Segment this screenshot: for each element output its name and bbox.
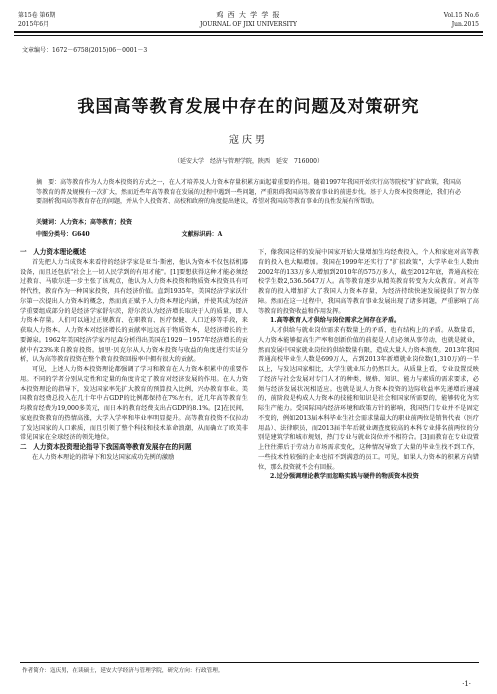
date-label: 2015年6月: [18, 21, 50, 28]
class-number: 中图分类号：G640: [36, 231, 90, 238]
volume-label: Vol.15 No.6: [443, 12, 479, 19]
author-name: 寇庆男: [229, 135, 268, 146]
classification-line: [36, 229, 461, 238]
abstract: 摘 要：高等教育作为人力资本投资的方式之一，在人才培养及人力资本存量积累方面起着重要的作用。随着1997年我国开始实行高等院校"扩招"政策，我国高等教育的普及规模有一次扩大，然而近些年高等教育在发展的过程中遇到一些问题，严重阻碍我国高等教育事业的前进步伐。基于人力资本投资理论，我们有必要剖析我国高等教育存在的问题，并从个人投资者、高校和政府的角度提出建议，希望对我国高等教育事业的良性发展有所帮助。: [36, 179, 461, 206]
header-rule-thin: [14, 35, 483, 36]
header-rule-thick: [14, 31, 483, 33]
journal-name-cn: 鸡 西 大 学 学 报: [216, 11, 281, 19]
body-left-column: [20, 248, 248, 463]
date-en-label: Jun.2015: [451, 21, 479, 28]
article-number: 文章编号：1672－6758(2015)06－0001－3: [22, 47, 148, 54]
section-heading: 二 人力资本投资理论指导下我国高等教育发展存在的问题: [20, 443, 192, 451]
page-number: ·1·: [462, 680, 471, 688]
section-heading: 一 人力资本理论概述: [20, 248, 86, 256]
body-paragraph: 1.高等教育人才供给与岗位需求之间存在矛盾。: [270, 317, 401, 325]
doc-code: 文献标识码：A: [181, 231, 223, 238]
issue-label: 第15卷 第6期: [18, 12, 56, 19]
body-paragraph: 可见，上述人力资本投资理论都强调了学习和教育在人力资本积累中的重要作用。不同的学者分别从定性和定量的角度肯定了教育对经济发展的作用。在人力资本投资理论的指导下，发达国家率先扩大教育的预算投入比例，兴办教育事业。美国教育经费总投入在几十年中占GDP的比例都保持在7%左右，近几年高等教育生均教育经费为19,000多美元，而日本的教育经费支出占GDP的8.1%。[2]在民间，家庭投资教育的热情高涨，大学入学率和毕业率明显提升。高等教育投资不仅拉动了发达国家的人口素质，而且引领了整个科技和技术革命浪潮，从而确立了欧美非常见国家在全球经济的领先地位。: [20, 366, 248, 442]
footer-rule: [20, 662, 479, 663]
running-header-right: [444, 11, 479, 29]
body-paragraph: 在人力资本理论的指导下和发达国家成功先例的激励: [32, 453, 175, 461]
body-paragraph: 下，像我国这样的发展中国家开始大量增加生均经费投入，个人和家庭对高等教育的投入也大幅增加。我国在1999年还实行了"扩招政策"，大学毕业生人数由2002年的133万多人增加到2010年的575万多人，截至2012年底，普通高校在校学生数2,536.5647万人。高等教育逐步从精英教育转变为大众教育。对高等教育的投入增加扩大了我国人力资本存量，为经济持续快速发展提供了智力保障。然而在这一过程中，我国高等教育事业发展出现了诸多问题，严重影响了高等教育的投资收益和作用发挥。: [258, 249, 479, 315]
journal-name-en: JOURNAL OF JIXI UNIVERSITY: [199, 21, 298, 28]
affiliation: （延安大学 经济与管理学院，陕西 延安 716000）: [174, 158, 323, 165]
body-paragraph: 首先把人力当成资本来看待的经济学家是亚当·斯密，他认为资本不仅包括机器设备，而且还包括"社会上一切人民学到的有用才能"。[1]要想获得这种才能必须经过教育、马歇尔进一步主张了该观点，他认为人力资本投资和物质资本投资具有可替代性，教育作为一种国家投资，具有经济价值。直到1935年，美国经济学家沃什尔第一次提出人力资本的概念，然而真正赋予人力资本理论内涵，并使其成为经济学重要组成部分的是经济学家舒尔茨，舒尔茨认为经济增长取决于人的质量，即人力资本存量。人们可以通过正规教育、在职教育、医疗保健、人口迁移等手段，来获取人力资本。人力资本对经济增长的贡献率远远高于物质资本，是经济增长的主要源泉。1962年美国经济学家丹尼森分析得出美国在1929－1957年经济增长的贡献中有23%来自教育投资。加里·贝克尔从人力资本投资与收益的角度进行实证分析，认为高等教育投资在整个教育投资回报率中拥有很大的贡献。: [20, 258, 248, 364]
paper-title: 我国高等教育发展中存在的问题及对策研究: [77, 97, 420, 117]
author-bio-footnote: 作者简介：寇庆男，在读硕士，延安大学经济与管理学院，研究方向：行政管理。: [22, 668, 224, 674]
body-paragraph: 2.过分强调理论教学而忽略实践与硬件的物质资本投资: [270, 473, 419, 481]
body-right-column: [258, 248, 479, 482]
body-paragraph: 人才供给与就业岗位需求有数量上的矛盾，也有结构上的矛盾。从数量看，人力资本能够提高生产率和创新价值的前提是人们必须从事劳动，也就是就业，然而发展中国家就业岗位的供给数量有限，造成大量人力资本浪费。2013年我国普通高校毕业生人数是699万人，占到2013年新增就业岗位数(1,310万)的一半以上，与发达国家相比，大学生就业压力仍然巨大。从质量上看，专业设置反映了经济与社会发展对专门人才的种类、规格、知识、能力与素质的需求要求，必须与经济发展状况相适应。也就是说人力资本投资的边际收益率先递增后递减的，前阶段是构成人力资本的技能和知识是社会和国家所需要的，能够转化为实际生产能力。受国际国内经济环境和政策方针的影响，我国热门专业并不是固定不变的，例如2013届本科毕业生社会需求量最大的职业前两位是销售代表（医疗用品）、法律职员，而2013届半年后就业调查度较高的本科专业排名前两位的分别是建筑学和城市规划，热门专业与就业岗位并不相符合。[3]而教育在专业设置上往往滞后于劳动力市场需求变化，这种情况导致了大量的毕业生找不到工作，一些技术性较强的企业也招不到满意的员工。可见，如果人力资本的积累方向错位，那么投资就不会有回报。: [258, 327, 479, 471]
running-header-center: [0, 11, 497, 29]
keywords: 关键词：人力资本；高等教育；投资: [36, 219, 133, 226]
